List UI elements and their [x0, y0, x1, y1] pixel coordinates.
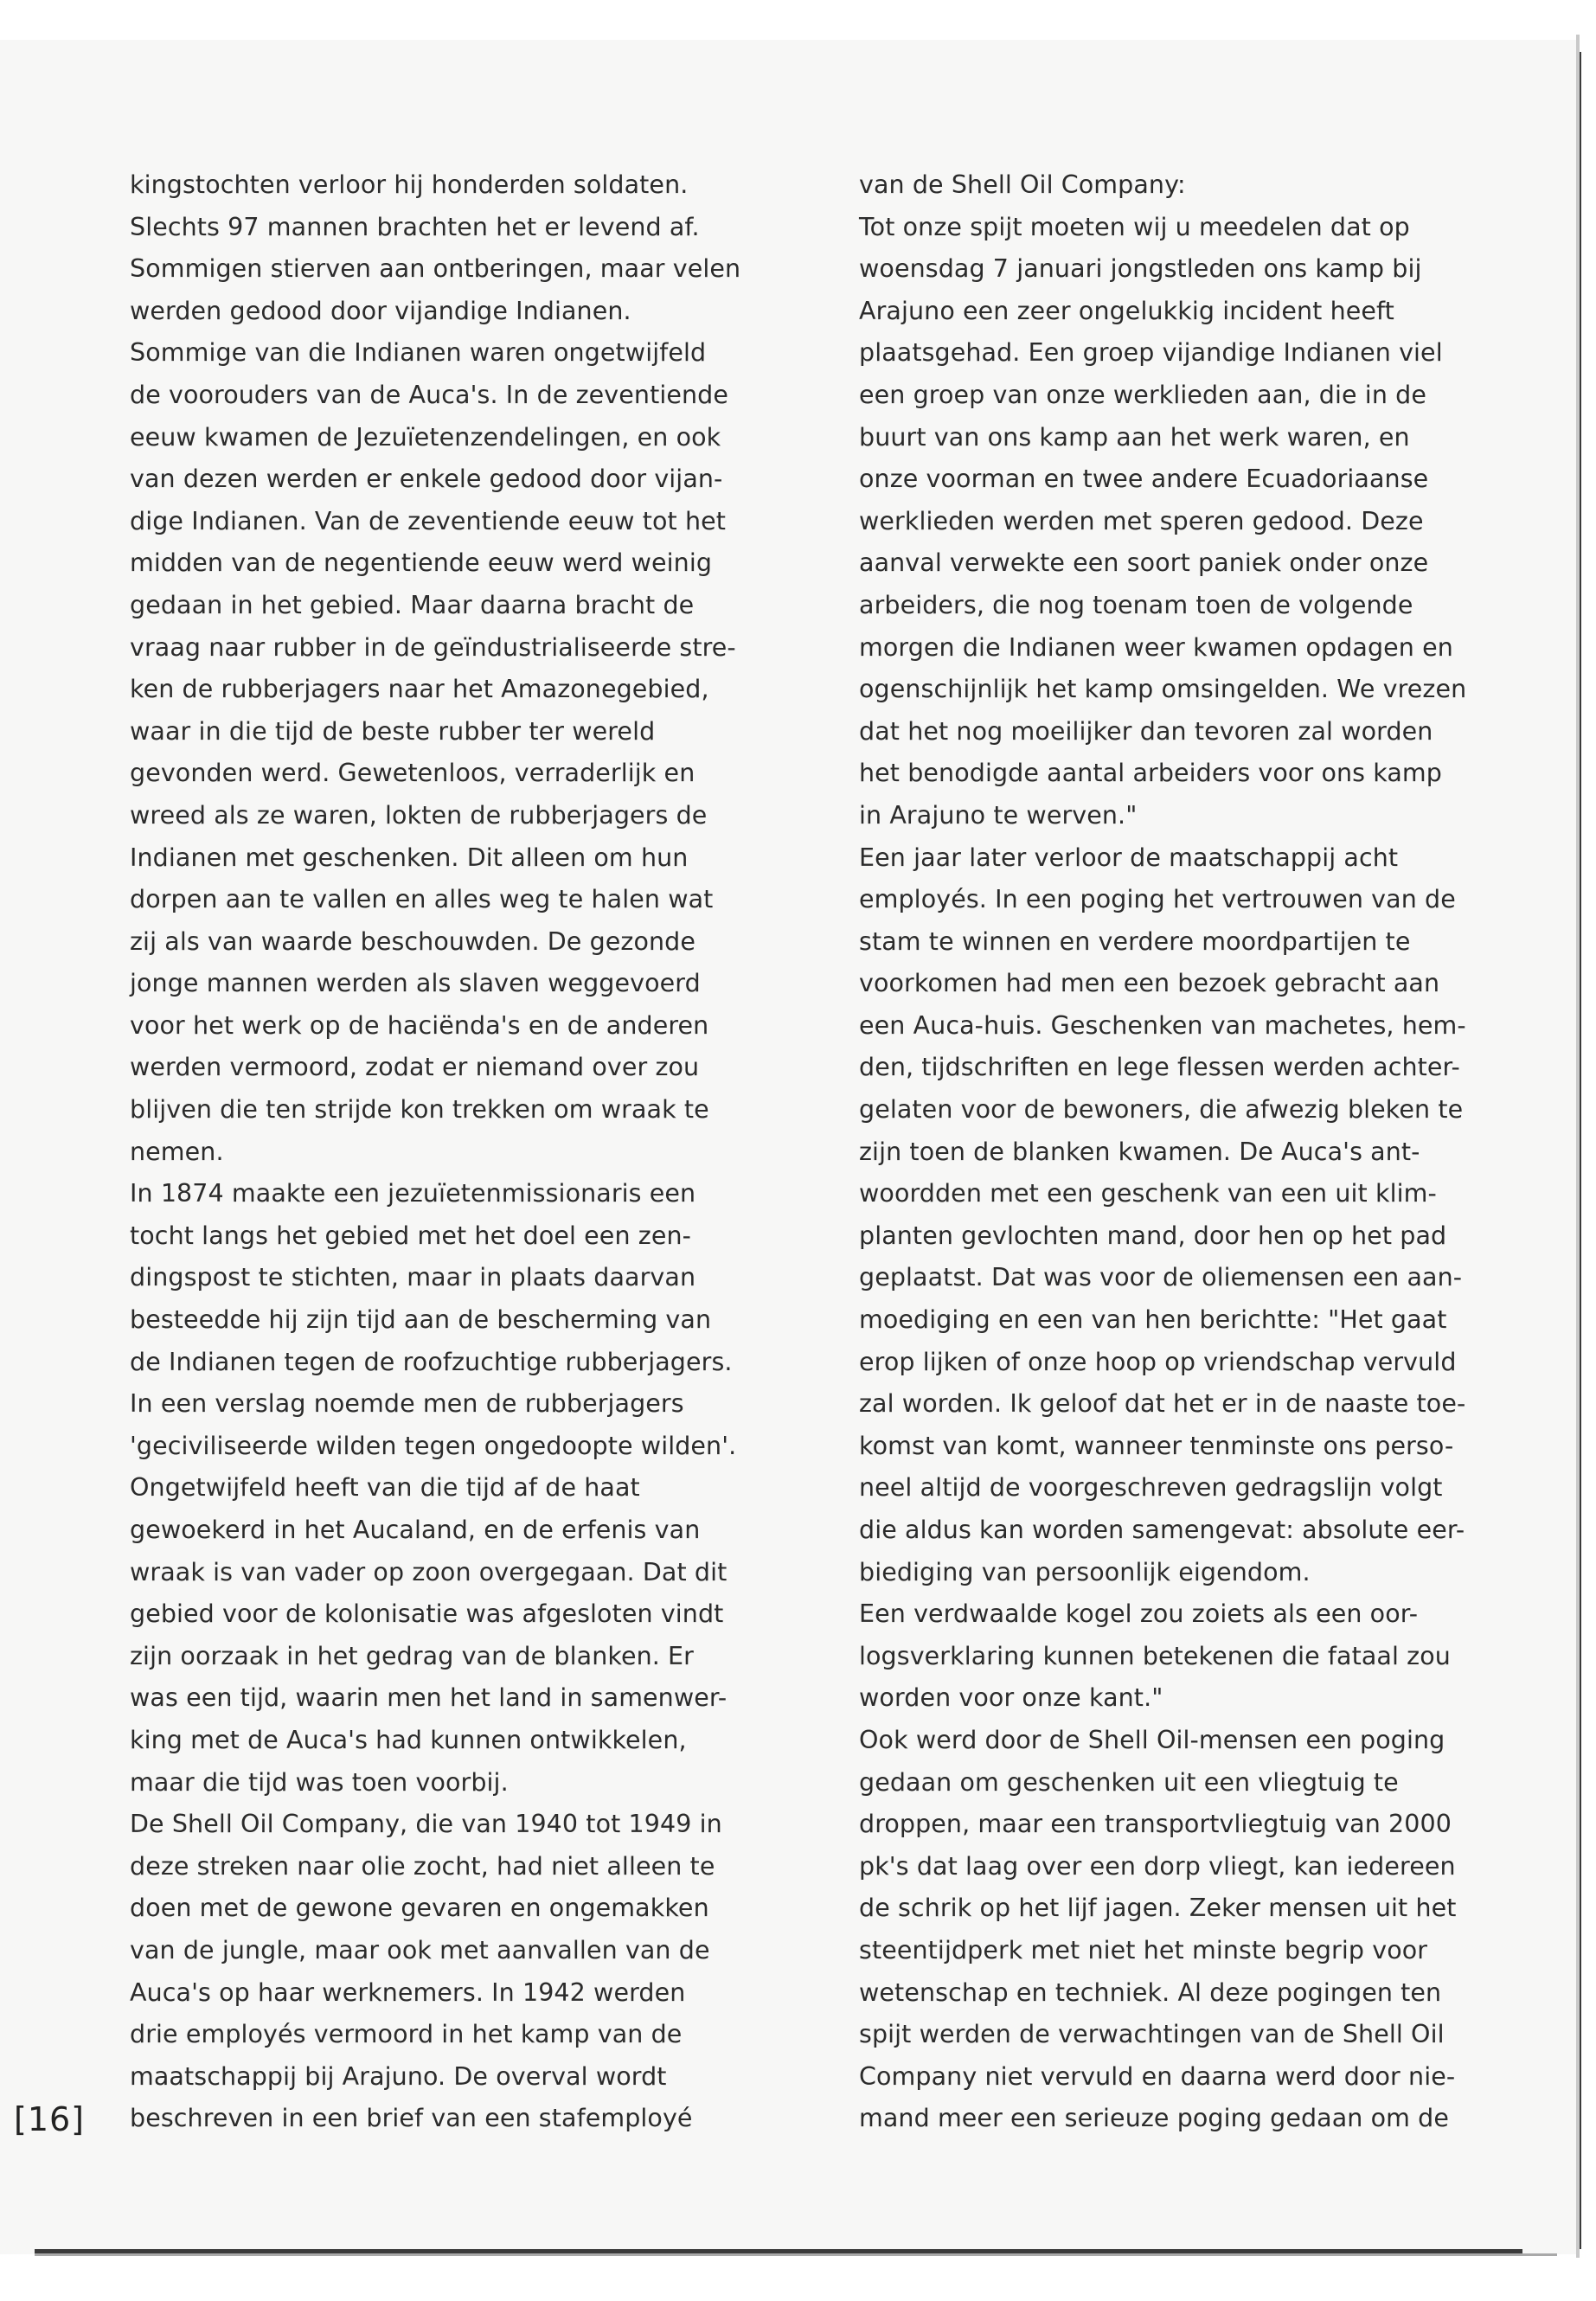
text-line: gedaan in het gebied. Maar daarna bracht de: [130, 590, 695, 619]
text-line: geplaatst. Dat was voor de oliemensen een aan-: [859, 1263, 1463, 1292]
text-line: Ongetwijfeld heeft van die tijd af de haat: [130, 1473, 640, 1503]
scan-top-margin: [0, 0, 1596, 40]
text-line: Tot onze spijt moeten wij u meedelen dat op: [859, 212, 1410, 241]
text-line: buurt van ons kamp aan het werk waren, en: [859, 422, 1410, 452]
text-line: gewoekerd in het Aucaland, en de erfenis van: [130, 1516, 701, 1544]
text-line: drie employés vermoord in het kamp van de: [130, 2020, 683, 2049]
text-line: onze voorman en twee andere Ecuadoriaanse: [859, 465, 1429, 494]
page-number: [16]: [14, 2100, 86, 2138]
text-line: deze streken naar olie zocht, had niet alleen te: [130, 1851, 715, 1881]
text-line: voorkomen had men een bezoek gebracht aan: [859, 969, 1440, 998]
text-line: dorpen aan te vallen en alles weg te halen wat: [130, 885, 714, 914]
text-line: king met de Auca's had kunnen ontwikkelen,: [130, 1725, 687, 1754]
text-line: biediging van persoonlijk eigendom.: [859, 1557, 1311, 1586]
text-line: dat het nog moeilijker dan tevoren zal worden: [859, 716, 1433, 746]
text-line: spijt werden de verwachtingen van de Shell Oil: [859, 2020, 1445, 2049]
text-line: 'geciviliseerde wilden tegen ongedoopte wilden'.: [130, 1431, 737, 1460]
text-line: dige Indianen. Van de zeventiende eeuw tot het: [130, 506, 727, 535]
text-line: midden van de negentiende eeuw werd weinig: [130, 548, 713, 578]
text-line: moediging en een van hen berichtte: "Het gaat: [859, 1305, 1447, 1335]
text-line: blijven die ten strijde kon trekken om wraak te: [130, 1095, 709, 1125]
text-line: Sommigen stierven aan ontberingen, maar velen: [130, 254, 741, 284]
text-line: een Auca-huis. Geschenken van machetes, hem-: [859, 1010, 1466, 1040]
text-line: tocht langs het gebied met het doel een zen-: [130, 1221, 692, 1250]
text-line: de voorouders van de Auca's. In de zeventiende: [130, 380, 728, 409]
text-line: werden gedood door vijandige Indianen.: [130, 296, 631, 325]
text-line: jonge mannen werden als slaven weggevoerd: [130, 969, 701, 998]
text-line: logsverklaring kunnen betekenen die fataal zou: [859, 1641, 1451, 1670]
text-line: gevonden werd. Gewetenloos, verraderlijk en: [130, 759, 695, 788]
text-line: woensdag 7 januari jongstleden ons kamp bij: [859, 254, 1422, 284]
text-line: erop lijken of onze hoop op vriendschap vervuld: [859, 1347, 1457, 1376]
text-line: Een verdwaalde kogel zou zoiets als een oor-: [859, 1599, 1419, 1629]
text-line: maar die tijd was toen voorbij.: [130, 1767, 509, 1797]
text-line: mand meer een serieuze poging gedaan om de: [859, 2104, 1450, 2133]
left-text-column: [130, 164, 770, 2140]
text-line: zijn toen de blanken kwamen. De Auca's ant-: [859, 1137, 1420, 1166]
text-line: zij als van waarde beschouwden. De gezonde: [130, 926, 696, 956]
text-line: de schrik op het lijf jagen. Zeker mensen uit het: [859, 1894, 1457, 1923]
text-line: ken de rubberjagers naar het Amazonegebied,: [130, 675, 709, 704]
text-line: van de Shell Oil Company:: [859, 170, 1186, 199]
text-line: In een verslag noemde men de rubberjagers: [130, 1389, 684, 1419]
text-line: Een jaar later verloor de maatschappij acht: [859, 843, 1399, 872]
text-line: Slechts 97 mannen brachten het er levend af.: [130, 212, 700, 241]
text-line: In 1874 maakte een jezuïetenmissionaris een: [130, 1179, 696, 1208]
text-line: van de jungle, maar ook met aanvallen van de: [130, 1935, 710, 1965]
text-line: gebied voor de kolonisatie was afgesloten vindt: [130, 1599, 724, 1629]
text-line: den, tijdschriften en lege flessen werden achter-: [859, 1053, 1460, 1082]
text-line: doen met de gewone gevaren en ongemakken: [130, 1894, 709, 1923]
text-line: beschreven in een brief van een stafemployé: [130, 2104, 693, 2133]
text-line: nemen.: [130, 1137, 224, 1166]
text-line: gelaten voor de bewoners, die afwezig bleken te: [859, 1095, 1464, 1125]
text-line: wetenschap en techniek. Al deze pogingen ten: [859, 1977, 1442, 2007]
text-line: werklieden werden met speren gedood. Deze: [859, 506, 1424, 535]
text-line: De Shell Oil Company, die van 1940 tot 1949 in: [130, 1810, 722, 1839]
text-line: een groep van onze werklieden aan, die in de: [859, 380, 1426, 409]
text-line: ogenschijnlijk het kamp omsingelden. We vrezen: [859, 675, 1467, 704]
text-line: Sommige van die Indianen waren ongetwijfeld: [130, 338, 707, 368]
text-line: neel altijd de voorgeschreven gedragslijn volgt: [859, 1473, 1443, 1503]
text-line: Company niet vervuld en daarna werd door nie-: [859, 2061, 1456, 2091]
text-line: stam te winnen en verdere moordpartijen te: [859, 926, 1411, 956]
text-line: die aldus kan worden samengevat: absolute eer-: [859, 1516, 1465, 1544]
text-line: komst van komt, wanneer tenminste ons perso-: [859, 1431, 1454, 1460]
text-line: aanval verwekte een soort paniek onder onze: [859, 548, 1429, 578]
text-line: Indianen met geschenken. Dit alleen om hun: [130, 843, 689, 872]
text-line: in Arajuno te werven.": [859, 800, 1138, 830]
text-line: kingstochten verloor hij honderden soldaten.: [130, 170, 689, 199]
text-line: werden vermoord, zodat er niemand over zou: [130, 1053, 700, 1082]
text-line: eeuw kwamen de Jezuïetenzendelingen, en ook: [130, 422, 721, 452]
text-line: Ook werd door de Shell Oil-mensen een poging: [859, 1725, 1445, 1754]
text-line: zijn oorzaak in het gedrag van de blanken. Er: [130, 1641, 694, 1670]
text-line: voor het werk op de haciënda's en de anderen: [130, 1010, 709, 1040]
text-line: wraak is van vader op zoon overgegaan. Dat dit: [130, 1557, 727, 1586]
right-text-column: [859, 164, 1499, 2140]
text-line: besteedde hij zijn tijd aan de bescherming van: [130, 1305, 712, 1335]
text-line: Auca's op haar werknemers. In 1942 werden: [130, 1977, 686, 2007]
text-line: maatschappij bij Arajuno. De overval wordt: [130, 2061, 667, 2091]
text-line: arbeiders, die nog toenam toen de volgende: [859, 590, 1413, 619]
text-line: woordden met een geschenk van een uit klim-: [859, 1179, 1437, 1208]
text-line: worden voor onze kant.": [859, 1683, 1163, 1713]
text-line: gedaan om geschenken uit een vliegtuig te: [859, 1767, 1399, 1797]
text-line: pk's dat laag over een dorp vliegt, kan iedereen: [859, 1851, 1456, 1881]
text-line: was een tijd, waarin men het land in samenwer-: [130, 1683, 727, 1713]
page-right-edge-line: [1580, 52, 1581, 2249]
text-line: zal worden. Ik geloof dat het er in de naaste toe-: [859, 1389, 1466, 1419]
text-line: morgen die Indianen weer kwamen opdagen en: [859, 632, 1453, 662]
text-line: plaatsgehad. Een groep vijandige Indianen viel: [859, 338, 1443, 368]
text-line: het benodigde aantal arbeiders voor ons kamp: [859, 759, 1442, 788]
page-bottom-edge-shadow: [35, 2253, 1557, 2256]
text-line: de Indianen tegen de roofzuchtige rubberjagers.: [130, 1347, 733, 1376]
text-line: droppen, maar een transportvliegtuig van 2000: [859, 1810, 1452, 1839]
text-line: employés. In een poging het vertrouwen van de: [859, 885, 1456, 914]
text-line: vraag naar rubber in de geïndustrialiseerde stre-: [130, 632, 736, 662]
text-line: steentijdperk met niet het minste begrip voor: [859, 1935, 1428, 1965]
text-line: wreed als ze waren, lokten de rubberjagers de: [130, 800, 708, 830]
text-line: planten gevlochten mand, door hen op het pad: [859, 1221, 1447, 1250]
text-line: waar in die tijd de beste rubber ter wereld: [130, 716, 656, 746]
text-line: van dezen werden er enkele gedood door vijan-: [130, 465, 723, 494]
text-line: dingspost te stichten, maar in plaats daarvan: [130, 1263, 696, 1292]
text-line: Arajuno een zeer ongelukkig incident heeft: [859, 296, 1394, 325]
